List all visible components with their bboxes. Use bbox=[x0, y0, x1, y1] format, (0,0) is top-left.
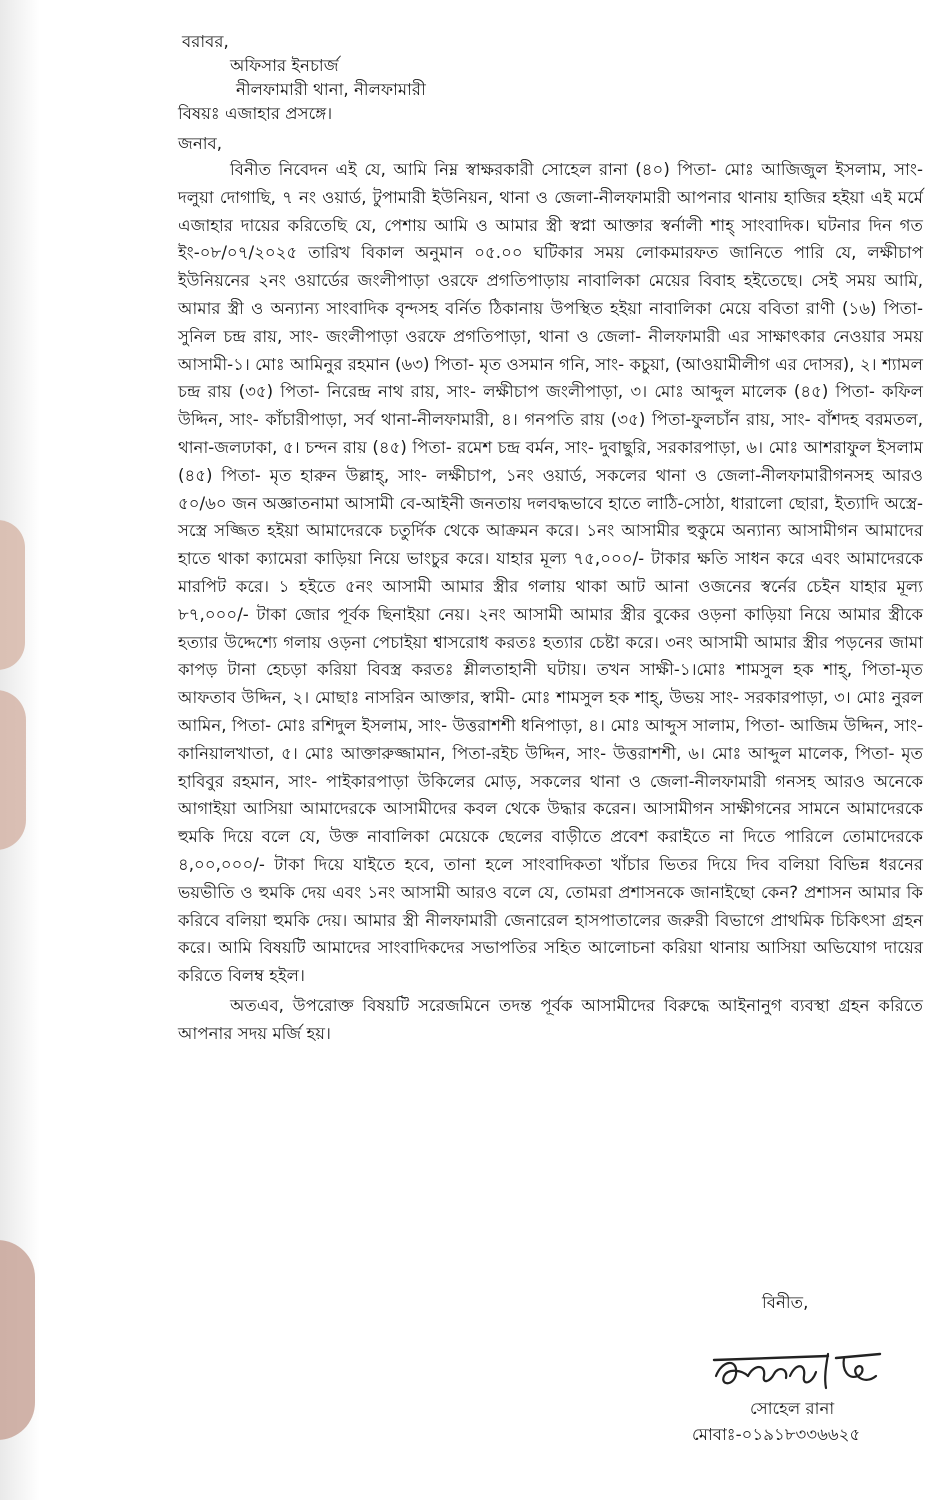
address-station: নীলফামারী থানা, নীলফামারী bbox=[236, 80, 426, 99]
address-block bbox=[178, 30, 923, 126]
letter bbox=[178, 30, 923, 1048]
finger-holding-paper bbox=[0, 520, 25, 670]
respectfully-label: বিনীত, bbox=[762, 1293, 809, 1312]
thumb-holding-paper bbox=[0, 1240, 35, 1440]
signer-name: সোহেল রানা bbox=[750, 1399, 835, 1418]
signer-mobile: মোবাঃ-০১৯১৮৩৩৬৬২৫ bbox=[692, 1425, 861, 1444]
subject-line: বিষয়ঃ এজাহার প্রসঙ্গে। bbox=[178, 104, 333, 123]
handwritten-signature bbox=[708, 1346, 888, 1396]
address-office: অফিসার ইনচার্জ bbox=[230, 56, 339, 75]
address-to: বরাবর, bbox=[182, 32, 229, 51]
letter-body: বিনীত নিবেদন এই যে, আমি নিম্ন স্বাক্ষরকারী সোহেল রানা (৪০) পিতা- মোঃ আজিজুল ইসলাম, সাং- দলুয়া দোগাছি, ৭ নং ওয়ার্ড, টুপামারী ইউনিয়ন, থানা ও জেলা-নীলফামারী আপনার থানায় হাজির হইয়া এই মর্মে এজাহার দায়ের করিতেছি যে, পেশায় আমি ও আমার স্ত্রী স্বপ্না আক্তার স্বর্নালী শাহ্ সাংবাদিক। ঘটনার দিন গত ইং-০৮/০৭/২০২৫ তারিখ বিকাল অনুমান ০৫.০০ ঘটিকার সময় লোকমারফত জানিতে পারি যে, লক্ষীচাপ ইউনিয়নের ২নং ওয়ার্ডের জংলীপাড়া ওরফে প্রগতিপাড়ায় নাবালিকা মেয়ের বিবাহ হইতেছে। সেই সময় আমি, আমার স্ত্রী ও অন্যান্য সাংবাদিক বৃন্দসহ বর্নিত ঠিকানায় উপস্থিত হইয়া নাবালিকা মেয়ে ববিতা রাণী (১৬) পিতা- সুনিল চন্দ্র রায়, সাং- জংলীপাড়া ওরফে প্রগতিপাড়া, থানা ও জেলা- নীলফামারী এর সাক্ষাৎকার নেওয়ার সময় আসামী-১। মোঃ আমিনুর রহমান (৬৩) পিতা- মৃত ওসমান গনি, সাং- কচুয়া, (আওয়ামীলীগ এর দোসর), ২। শ্যামল চন্দ্র রায় (৩৫) পিতা- নিরেন্দ্র নাথ রায়, সাং- লক্ষীচাপ জংলীপাড়া, ৩। মোঃ আব্দুল মালেক (৪৫) পিতা- কফিল উদ্দিন, সাং- কাঁচারীপাড়া, সর্ব থানা-নীলফামারী, ৪। গনপতি রায় (৩৫) পিতা-ফুলচাঁন রায়, সাং- বাঁশদহ বরমতল, থানা-জলঢাকা, ৫। চন্দন রায় (৪৫) পিতা- রমেশ চন্দ্র বর্মন, সাং- দুবাছুরি, সরকারপাড়া, ৬। মোঃ আশরাফুল ইসলাম (৪৫) পিতা- মৃত হারুন উল্লাহ্, সাং- লক্ষীচাপ, ১নং ওয়ার্ড, সকলের থানা ও জেলা-নীলফামারীগনসহ আরও ৫০/৬০ জন অজ্ঞাতনামা আসামী বে-আইনী জনতায় দলবদ্ধভাবে হাতে লাঠি-সোঠা, ধারালো ছোরা, ইত্যাদি অস্ত্রে-সস্ত্রে সজ্জিত হইয়া আমাদেরকে চতুর্দিক থেকে আক্রমন করে। ১নং আসামীর হুকুমে অন্যান্য আসামীগন আমাদের হাতে থাকা ক্যামেরা কাড়িয়া নিয়ে ভাংচুর করে। যাহার মূল্য ৭৫,০০০/- টাকার ক্ষতি সাধন করে এবং আমাদেরকে মারপিট করে। ১ হইতে ৫নং আসামী আমার স্ত্রীর গলায় থাকা আট আনা ওজনের স্বর্নের চেইন যাহার মূল্য ৮৭,০০০/- টাকা জোর পূর্বক ছিনাইয়া নেয়। ২নং আসামী আমার স্ত্রীর বুকের ওড়না কাড়িয়া নিয়ে আমার স্ত্রীকে হত্যার উদ্দেশ্যে গলায় ওড়না পেচাইয়া শ্বাসরোধ করতঃ হত্যার চেষ্টা করে। ৩নং আসামী আমার স্ত্রীর পড়নের জামা কাপড় টানা হেচড়া করিয়া বিবস্ত্র করতঃ শ্লীলতাহানী ঘটায়। তখন সাক্ষী-১।মোঃ শামসুল হক শাহ্, পিতা-মৃত আফতাব উদ্দিন, ২। মোছাঃ নাসরিন আক্তার, স্বামী- মোঃ শামসুল হক শাহ্, উভয় সাং- সরকারপাড়া, ৩। মোঃ নুরল আমিন, পিতা- মোঃ রশিদুল ইসলাম, সাং- উত্তরাশশী ধনিপাড়া, ৪। মোঃ আব্দুস সালাম, পিতা- আজিম উদ্দিন, সাং- কানিয়ালখাতা, ৫। মোঃ আক্তারুজ্জামান, পিতা-রইচ উদ্দিন, সাং- উত্তরাশশী, ৬। মোঃ আব্দুল মালেক, পিতা- মৃত হাবিবুর রহমান, সাং- পাইকারপাড়া উকিলের মোড়, সকলের থানা ও জেলা-নীলফামারী গনসহ আরও অনেকে আগাইয়া আসিয়া আমাদেরকে আসামীদের কবল থেকে উদ্ধার করেন। আসামীগন সাক্ষীগনের সামনে আমাদেরকে হুমকি দিয়ে বলে যে, উক্ত নাবালিকা মেয়েকে ছেলের বাড়ীতে প্রবেশ করাইতে না দিতে পারিলে তোমাদেরকে ৪,০০,০০০/- টাকা দিয়ে যাইতে হবে, তানা হলে সাংবাদিকতা খাঁচার ভিতর দিয়ে দিব বলিয়া বিভিন্ন ধরনের ভয়ভীতি ও হুমকি দেয় এবং ১নং আসামী আরও বলে যে, তোমরা প্রশাসনকে জানাইছো কেন? প্রশাসন আমার কি করিবে বলিয়া হুমকি দেয়। আমার স্ত্রী নীলফামারী জেনারেল হাসপাতালের জরুরী বিভাগে প্রাথমিক চিকিৎসা গ্রহন করে। আমি বিষয়টি আমাদের সাংবাদিকদের সভাপতির সহিত আলোচনা করিয়া থানায় আসিয়া অভিযোগ দায়ের করিতে বিলম্ব হইল। bbox=[178, 160, 923, 986]
finger-holding-paper bbox=[0, 690, 26, 850]
closing-paragraph: অতএব, উপরোক্ত বিষয়টি সরেজমিনে তদন্ত পূর্বক আসামীদের বিরুদ্ধে আইনানুগ ব্যবস্থা গ্রহন করিতে আপনার সদয় মর্জি হয়। bbox=[178, 995, 923, 1043]
signature-block bbox=[690, 1290, 930, 1448]
salutation: জনাব, bbox=[178, 134, 223, 153]
